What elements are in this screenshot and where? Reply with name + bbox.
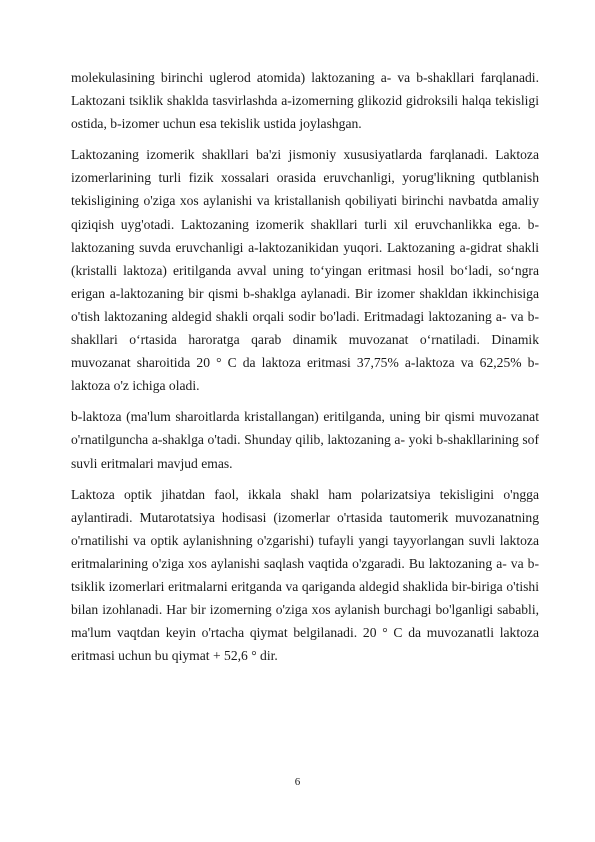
page-number: 6 [294, 776, 301, 788]
paragraph-1: molekulasining birinchi uglerod atomida) laktozaning a- va b-shakllari farqlanadi. Laktozani tsiklik shaklda tasvirlashda a-izomerning glikozid gidroksili halqa tekisligi ostida, b-izomer uchun esa tekislik ustida joylashgan. [71, 70, 539, 132]
document-body [71, 66, 539, 675]
paragraph-3: b-laktoza (ma'lum sharoitlarda kristallangan) eritilganda, uning bir qismi muvozanat o'rnatilguncha a-shaklga o'tadi. Shunday qilib, laktozaning a- yoki b-shakllarining sof suvli eritmalari mavjud emas. [71, 409, 539, 471]
paragraph-4: Laktoza optik jihatdan faol, ikkala shakl ham polarizatsiya tekisligini o'ngga aylantiradi. Mutarotatsiya hodisasi (izomerlar o'rtasida tautomerik muvozanatning o'rnatilishi va optik aylanishning o'zgarishi) tufayli yangi tayyorlangan suvli laktoza eritmalarining o'ziga xos aylanishi saqlash vaqtida o'zgaradi. Bu laktozaning a- va b-tsiklik izomerlari eritmalarni eritganda va qariganda aldegid shaklida bir-biriga o'tishi bilan izohlanadi. Har bir izomerning o'ziga xos aylanish burchagi bo'lganligi sababli, ma'lum vaqtdan keyin o'rtacha qiymat belgilanadi. 20 ° C da muvozanatli laktoza eritmasi uchun bu qiymat + 52,6 ° dir. [71, 486, 539, 664]
paragraph-2: Laktozaning izomerik shakllari ba'zi jismoniy xususiyatlarda farqlanadi. Laktoza izomerlarining turli fizik xossalari orasida eruvchanligi, yorug'likning qutblanish tekisligining o'ziga xos aylanishi va kristallanish qobiliyati birinchi navbatda amaliy qiziqish uyg'otadi. Laktozaning izomerik shakllari turli xil eruvchanlikka ega. b-laktozaning suvda eruvchanligi a-laktozanikidan yuqori. Laktozaning a-gidrat shakli (kristalli laktoza) eritilganda avval uning to‘yingan eritmasi hosil bo‘ladi, so‘ngra erigan a-laktozaning bir qismi b-shaklga aylanadi. Bir izomer shakldan ikkinchisiga o'tish laktozaning aldegid shakli orqali sodir bo'ladi. Eritmadagi laktozaning a- va b-shakllari o‘rtasida haroratga qarab dinamik muvozanat o‘rnatiladi. Dinamik muvozanat sharoitida 20 ° C da laktoza eritmasi 37,75% a-laktoza va 62,25% b-laktoza o'z ichiga oladi. [71, 147, 539, 394]
